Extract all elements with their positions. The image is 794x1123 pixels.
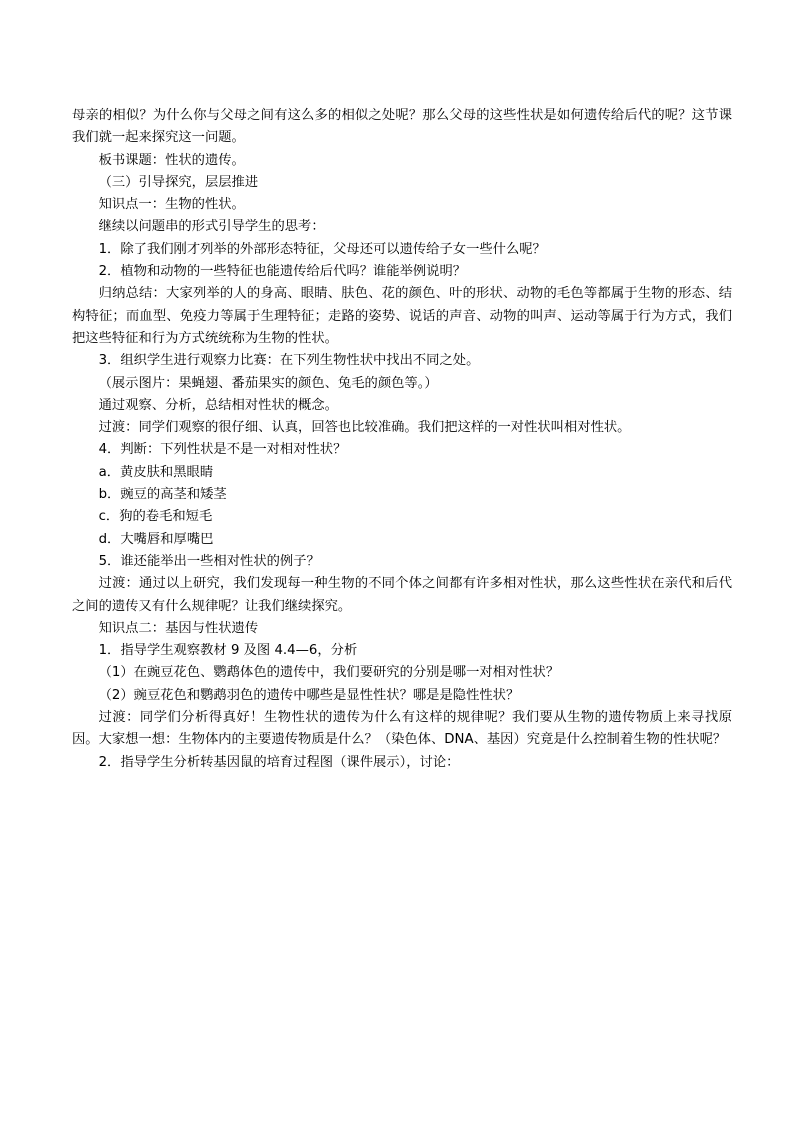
option-item: a．黄皮肤和黑眼睛 (98, 464, 214, 480)
section-heading: （三）引导探究，层层推进 (98, 174, 259, 190)
paragraph: 母亲的相似？为什么你与父母之间有这么多的相似之处呢？那么父母的这些性状是如何遗传给后代的呢？这节课我们就一起来探究这一问题。 (72, 108, 732, 146)
paragraph: 通过观察、分析，总结相对性状的概念。 (98, 397, 338, 413)
list-item: 1．除了我们刚才列举的外部形态特征，父母还可以遗传给子女一些什么呢？ (98, 241, 546, 257)
sub-list-item: （1）在豌豆花色、鹦鹉体色的遗传中，我们要研究的分别是哪一对相对性状？ (98, 665, 560, 681)
paragraph: 归纳总结：大家列举的人的身高、眼睛、肤色、花的颜色、叶的形状、动物的毛色等都属于生物的形态、结构特征；而血型、免疫力等属于生理特征；走路的姿势、说话的声音、动物的叫声、运动等属于行为方式，我们把这些特征和行为方式统统称为生物的性状。 (72, 286, 732, 346)
option-item: c．狗的卷毛和短毛 (98, 509, 213, 525)
list-item: 3．组织学生进行观察力比赛：在下列生物性状中找出不同之处。 (98, 353, 480, 369)
list-item: 2．指导学生分析转基因鼠的培育过程图（课件展示），讨论： (98, 754, 460, 770)
paragraph: 过渡：同学们观察的很仔细、认真，回答也比较准确。我们把这样的一对性状叫相对性状。 (98, 420, 631, 436)
option-item: b．豌豆的高茎和矮茎 (98, 487, 227, 503)
paragraph: 过渡：同学们分析得真好！生物性状的遗传为什么有这样的规律呢？我们要从生物的遗传物质上来寻找原因。大家想一想：生物体内的主要遗传物质是什么？（染色体、DNA、基因）究竟是什么控制着生物的性状呢？ (72, 710, 732, 748)
paragraph: 继续以问题串的形式引导学生的思考： (98, 219, 325, 235)
list-item: 1．指导学生观察教材 9 及图 4.4—6，分析 (98, 643, 358, 659)
paragraph: 过渡：通过以上研究，我们发现每一种生物的不同个体之间都有许多相对性状，那么这些性状在亲代和后代之间的遗传又有什么规律呢？让我们继续探究。 (72, 576, 732, 614)
paragraph: （展示图片：果蝇翅、番茄果实的颜色、兔毛的颜色等。） (98, 375, 438, 391)
list-item: 2．植物和动物的一些特征也能遗传给后代吗？谁能举例说明？ (98, 264, 467, 280)
knowledge-point-heading: 知识点一：生物的性状。 (98, 197, 245, 213)
list-item: 4．判断：下列性状是不是一对相对性状？ (98, 442, 347, 458)
document-body (72, 105, 732, 774)
option-item: d．大嘴唇和厚嘴巴 (98, 531, 214, 547)
list-item: 5．谁还能举出一些相对性状的例子？ (98, 553, 320, 569)
knowledge-point-heading: 知识点二：基因与性状遗传 (98, 620, 259, 636)
paragraph: 板书课题：性状的遗传。 (98, 152, 245, 168)
sub-list-item: （2）豌豆花色和鹦鹉羽色的遗传中哪些是显性性状？哪是是隐性性状？ (98, 687, 520, 703)
